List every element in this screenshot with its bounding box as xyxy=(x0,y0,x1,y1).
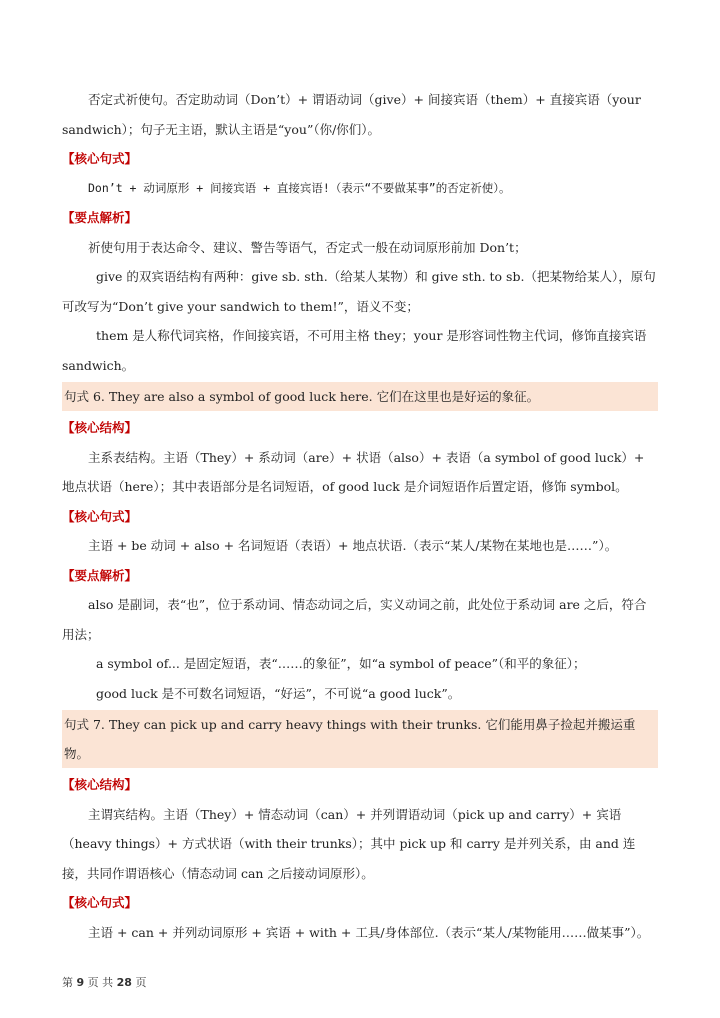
body-paragraph: them 是人称代词宾格，作间接宾语，不可用主格 they；your 是形容词性物主代词，修饰直接宾语 sandwich。 xyxy=(62,328,647,373)
body-paragraph: also 是副词，表“也”，位于系动词、情态动词之后，实义动词之前，此处位于系动词 are 之后，符合用法； xyxy=(62,597,647,642)
footer-total-pages: 28 xyxy=(116,976,132,989)
body-paragraph: 主系表结构。主语（They）+ 系动词（are）+ 状语（also）+ 表语（a symbol of good luck）+ 地点状语（here）；其中表语部分是名词短语，of good luck 是介词短语作后置定语，修饰 symbol。 xyxy=(62,449,645,494)
sentence-pattern-7: 句式 7. They can pick up and carry heavy things with their trunks. 它们能用鼻子捡起并搬运重物。 xyxy=(62,710,658,768)
sentence-pattern-6: 句式 6. They are also a symbol of good luck here. 它们在这里也是好运的象征。 xyxy=(62,382,658,411)
section-heading: 【核心句式】 xyxy=(62,508,138,524)
footer-prefix: 第 xyxy=(62,976,73,989)
section-heading: 【核心结构】 xyxy=(62,777,138,792)
section-heading: 【核心句式】 xyxy=(62,895,138,910)
body-paragraph: a symbol of... 是固定短语，表“……的象征”，如“a symbol of peace”（和平的象征）； xyxy=(96,656,586,671)
body-paragraph: 主谓宾结构。主语（They）+ 情态动词（can）+ 并列谓语动词（pick up and carry）+ 宾语（heavy things）+ 方式状语（with their trunks）；其中 pick up 和 carry 是并列关系，由 and 连接，共同作谓语核心（情态动词 can 之后接动词原形）。 xyxy=(62,806,636,881)
section-heading: 【核心句式】 xyxy=(62,151,138,166)
body-paragraph: 否定式祈使句。否定助动词（Don’t）+ 谓语动词（give）+ 间接宾语（them）+ 直接宾语（your sandwich）；句子无主语，默认主语是“you”（你/你们）。 xyxy=(62,92,641,137)
page-content xyxy=(62,85,658,947)
section-heading: 【核心结构】 xyxy=(62,420,138,435)
body-paragraph: give 的双宾语结构有两种：give sb. sth.（给某人某物）和 give sth. to sb.（把某物给某人），原句可改写为“Don’t give your sandwich to them!”，语义不变； xyxy=(62,269,656,314)
footer-middle: 页 共 xyxy=(87,976,114,989)
footer-page-number: 9 xyxy=(76,976,85,989)
section-heading: 【要点解析】 xyxy=(62,210,138,225)
page-footer xyxy=(62,974,146,990)
body-paragraph: 主语 + be 动词 + also + 名词短语（表语）+ 地点状语.（表示“某人/某物在某地也是……”）。 xyxy=(88,538,618,553)
footer-suffix: 页 xyxy=(135,976,147,989)
body-paragraph: Don’t + 动词原形 + 间接宾语 + 直接宾语!（表示“不要做某事”的否定祈使）。 xyxy=(88,180,511,195)
section-heading: 【要点解析】 xyxy=(62,567,138,583)
body-paragraph: 主语 + can + 并列动词原形 + 宾语 + with + 工具/身体部位.（表示“某人/某物能用……做某事”）。 xyxy=(88,924,650,940)
body-paragraph: good luck 是不可数名词短语，“好运”，不可说“a good luck”。 xyxy=(96,685,461,701)
body-paragraph: 祈使句用于表达命令、建议、警告等语气，否定式一般在动词原形前加 Don’t； xyxy=(88,239,527,255)
